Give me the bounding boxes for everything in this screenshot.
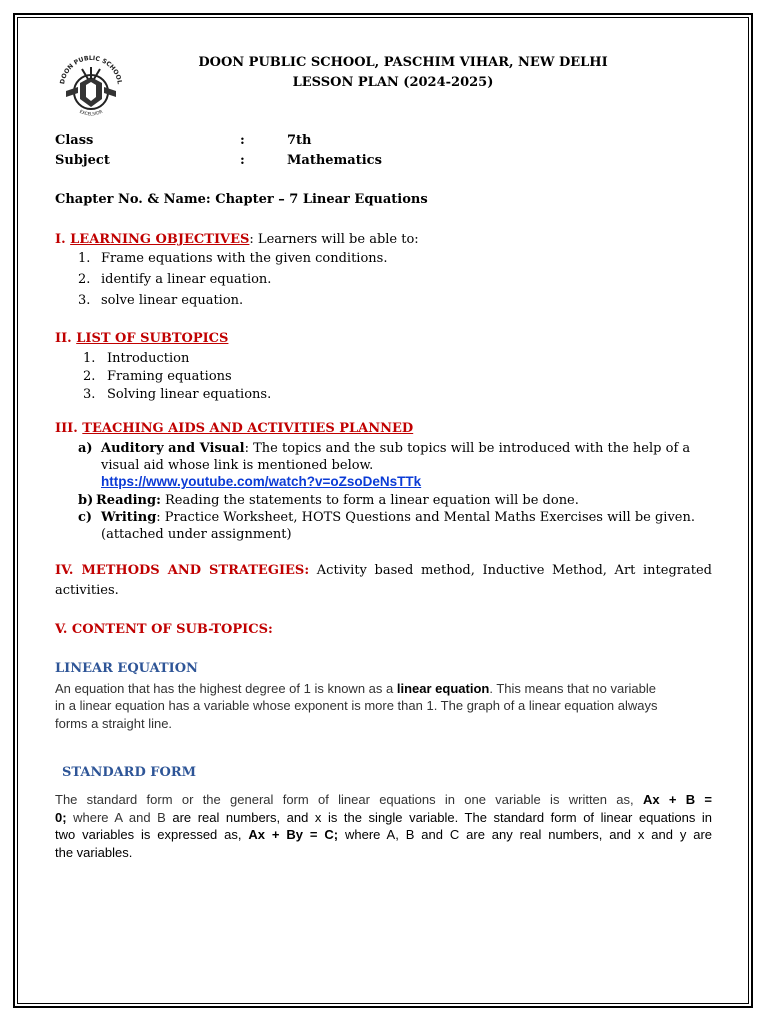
class-label: Class [55,133,94,148]
standard-para-line3: two variables is expressed as, Ax + By = C; where A, B and C are any real numbers, and x and y are [55,827,712,842]
section-intro: : Learners will be able to: [249,232,419,247]
list-item: 2. [78,272,91,287]
list-item-text: solve linear equation. [101,293,244,308]
section-title: TEACHING AIDS AND ACTIVITIES PLANNED [82,421,414,436]
lesson-plan-title: LESSON PLAN (2024-2025) [292,75,494,90]
class-colon: : [240,133,245,148]
subject-colon: : [240,153,245,168]
section-content-heading: V. CONTENT OF SUB-TOPICS: [55,622,273,637]
list-item: 3. [83,387,96,402]
class-value: 7th [287,133,312,148]
section-number: III. [55,421,83,436]
subject-label: Subject [55,153,110,168]
list-item: 1. [83,351,96,366]
section-methods-line1: IV. METHODS AND STRATEGIES: Activity based method, Inductive Method, Art integrated [55,563,713,578]
linear-equation-heading: LINEAR EQUATION [55,661,198,676]
item-c-line1: Writing: Practice Worksheet, HOTS Questions and Mental Maths Exercises will be given. [101,510,696,525]
section-teaching-aids-heading [55,421,413,436]
section-number: II. [55,331,77,346]
school-name: DOON PUBLIC SCHOOL, PASCHIM VIHAR, NEW DELHI [198,55,608,70]
list-item-text: Introduction [107,351,190,366]
list-item: 2. [83,369,96,384]
logo-arc-text: DOON PUBLIC SCHOOL [59,54,123,85]
list-item: 1. [78,251,91,266]
subject-value: Mathematics [287,153,382,168]
item-label-c: c) [78,510,93,525]
standard-para-line2: 0; where A and B are real numbers, and x is the single variable. The standard form of linear equations in [55,810,712,825]
standard-para-line4: the variables. [55,845,133,860]
item-b-line: Reading: Reading the statements to form a linear equation will be done. [96,493,579,508]
standard-form-heading: STANDARD FORM [62,765,197,780]
section-subtopics-heading [55,331,228,346]
list-item-text: identify a linear equation. [101,272,272,287]
logo-motto: EXCELSIOR [78,109,104,118]
item-label-b: b) [78,493,94,508]
section-methods-line2: activities. [55,583,119,598]
standard-para-line1: The standard form or the general form of linear equations in one variable is written as, Ax + B = [55,792,712,807]
section-title: LEARNING OBJECTIVES [70,232,250,247]
chapter-name: Chapter No. & Name: Chapter – 7 Linear Equations [55,192,428,207]
linear-para-line2: in a linear equation has a variable whose exponent is more than 1. The graph of a linear equation always [55,698,658,713]
item-a-line1: Auditory and Visual: The topics and the sub topics will be introduced with the help of a [101,441,691,456]
list-item-text: Frame equations with the given conditions. [101,251,388,266]
item-label-a: a) [78,441,93,456]
section-title: LIST OF SUBTOPICS [76,331,229,346]
linear-para-line1: An equation that has the highest degree of 1 is known as a linear equation. This means that no variable [55,681,657,696]
item-c-line2: (attached under assignment) [101,527,292,542]
svg-text:EXCELSIOR [78,109,103,118]
list-item-text: Framing equations [107,369,232,384]
list-item: 3. [78,293,91,308]
item-a-line2: visual aid whose link is mentioned below. [101,458,374,473]
section-learning-objectives-heading [55,232,419,247]
linear-para-line3: forms a straight line. [55,716,173,731]
youtube-link[interactable]: https://www.youtube.com/watch?v=oZsoDeNsTTk [101,474,422,489]
list-item-text: Solving linear equations. [107,387,272,402]
section-number: I. [55,232,71,247]
